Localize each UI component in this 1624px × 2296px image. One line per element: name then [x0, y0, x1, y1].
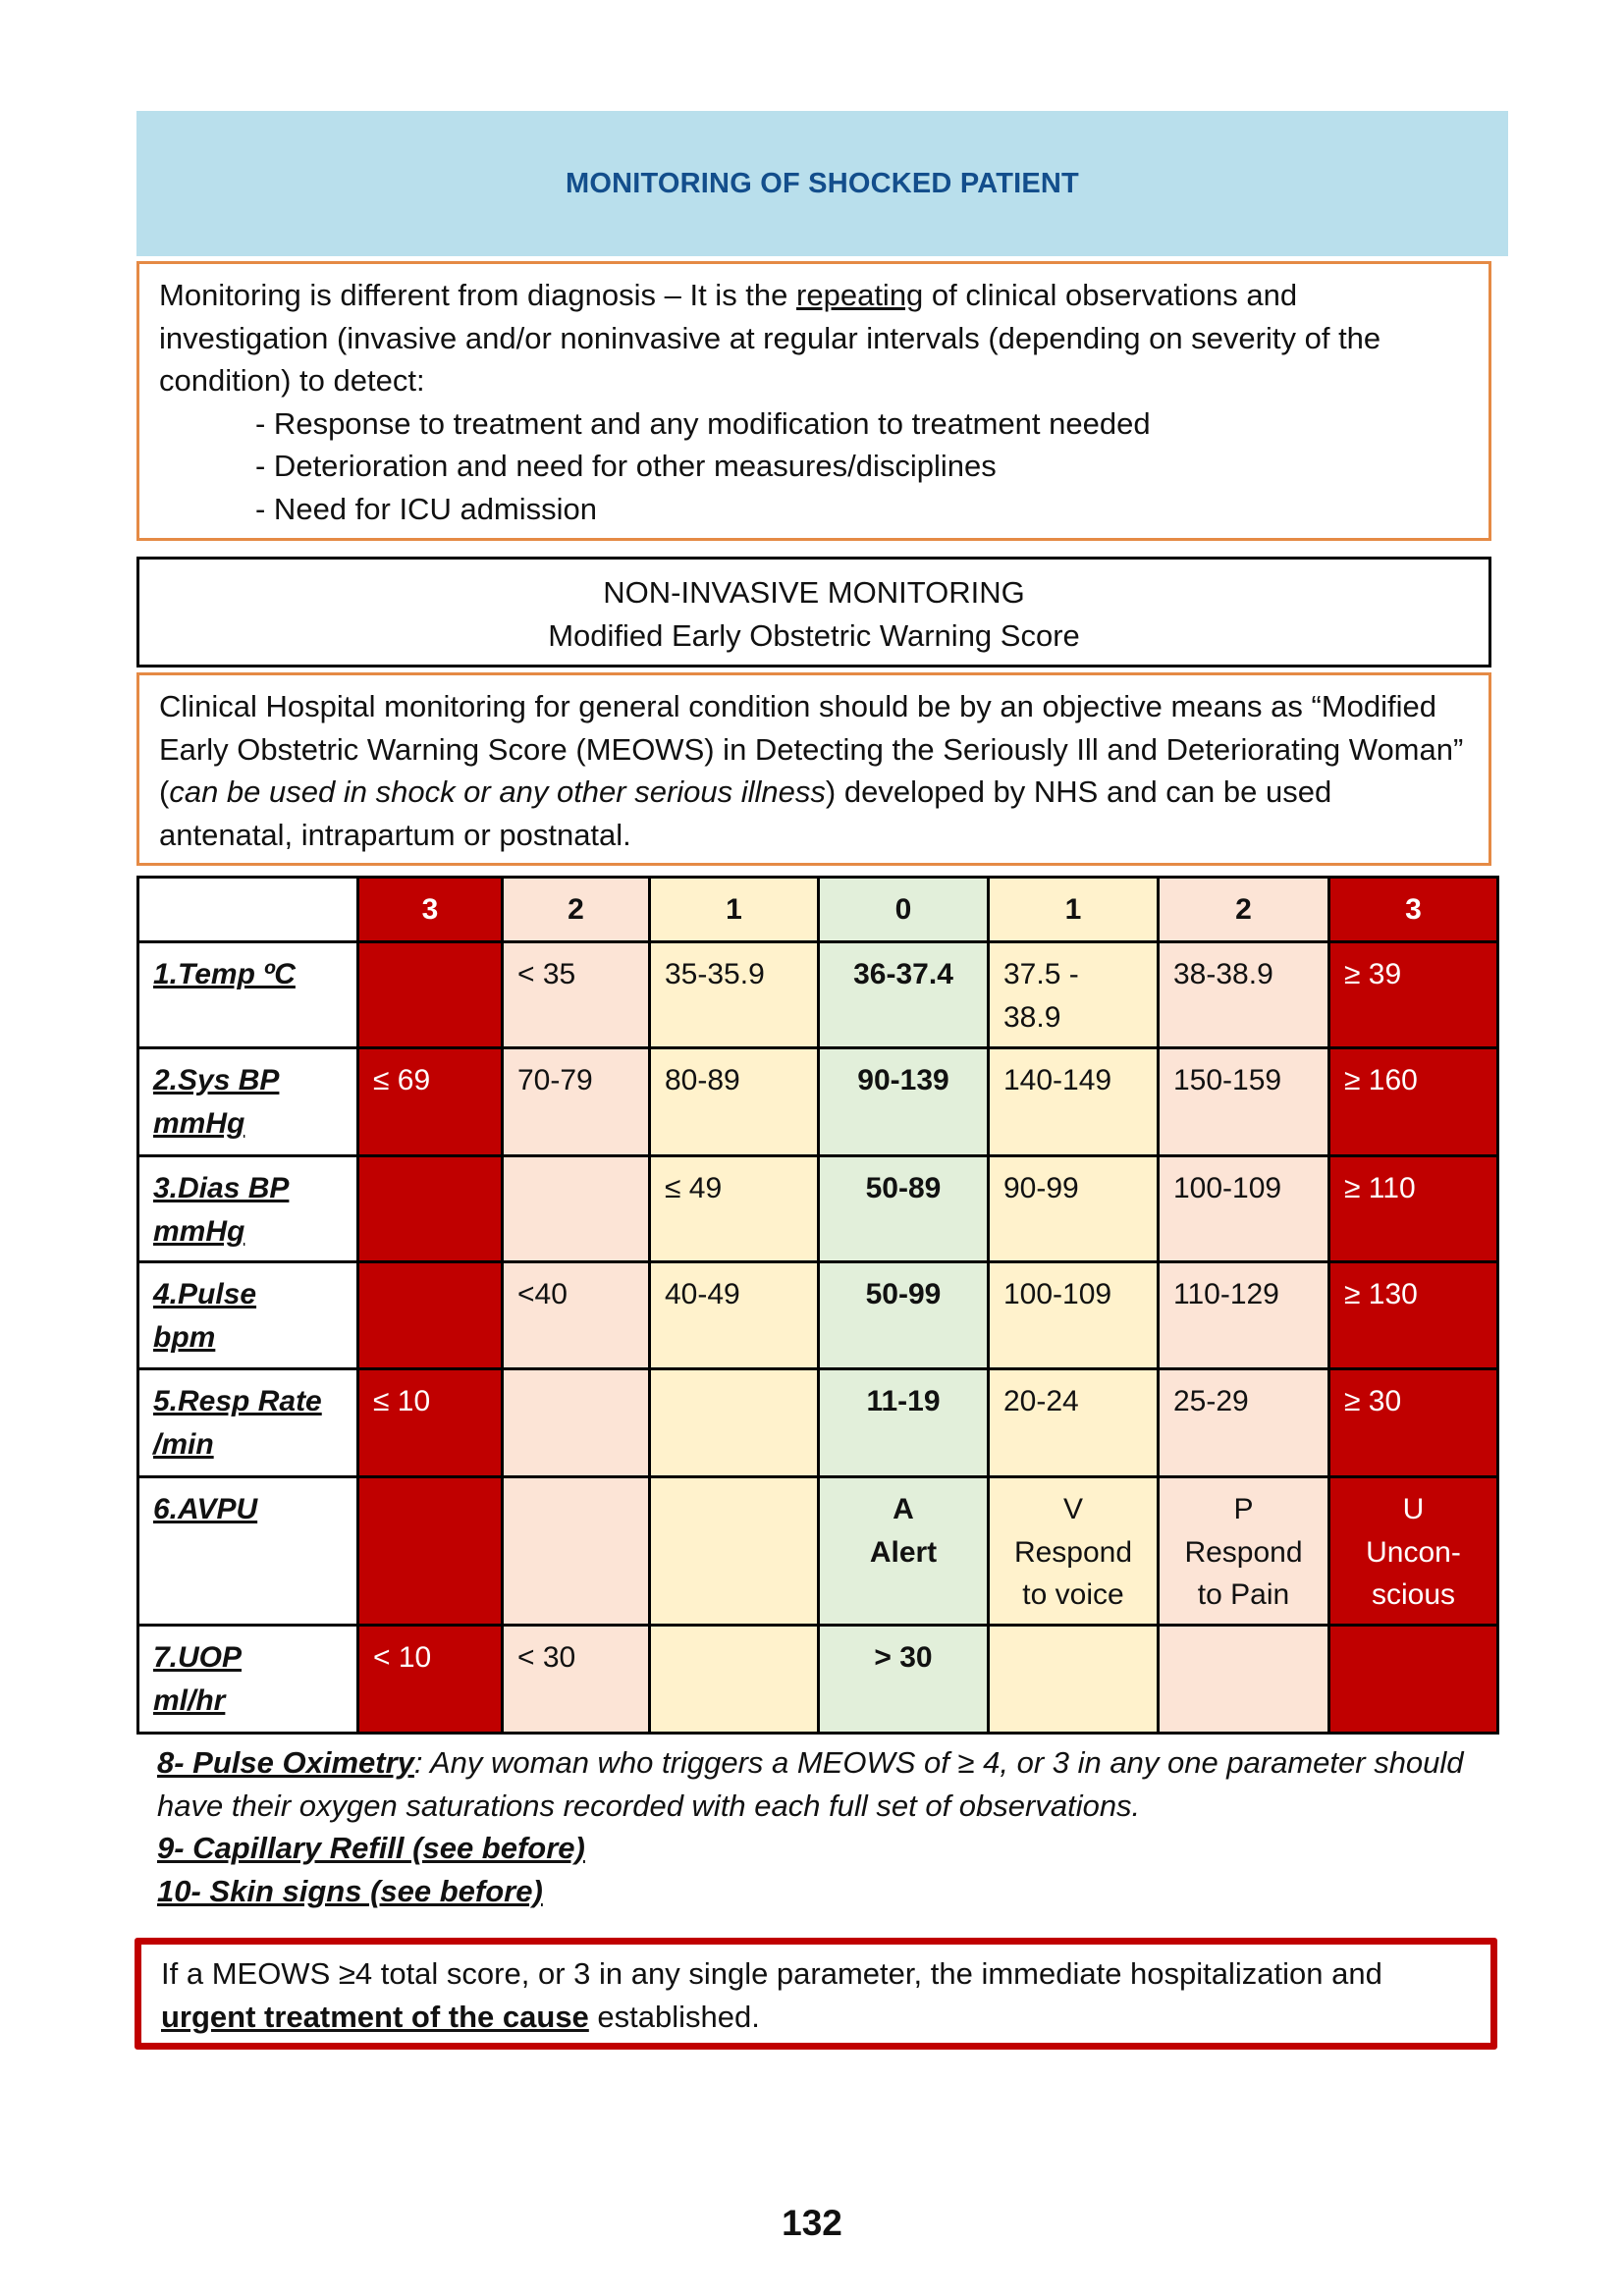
section-heading-line2: Modified Early Obstetric Warning Score	[548, 617, 1080, 653]
table-cell: ≤ 10	[358, 1369, 503, 1477]
table-header-row	[138, 878, 1498, 942]
avpu-text: scious	[1371, 1578, 1456, 1611]
row-label-text: 2.Sys BP	[153, 1064, 280, 1096]
section-heading-line1: NON-INVASIVE MONITORING	[603, 575, 1025, 610]
table-cell: < 30	[503, 1626, 650, 1734]
meows-table	[136, 876, 1499, 1735]
table-row	[138, 1156, 1498, 1262]
avpu-letter: P	[1233, 1493, 1254, 1525]
table-cell: 50-99	[819, 1262, 989, 1369]
table-cell	[989, 1626, 1159, 1734]
table-cell	[503, 1156, 650, 1262]
table-cell: 20-24	[989, 1369, 1159, 1477]
skin-signs-note: 10- Skin signs (see before)	[157, 1873, 543, 1908]
row-label-text: 4.Pulse	[153, 1278, 257, 1310]
table-cell: 35-35.9	[650, 942, 819, 1048]
meows-table-container	[136, 876, 1496, 1735]
table-cell	[650, 1626, 819, 1734]
page-title: MONITORING OF SHOCKED PATIENT	[566, 167, 1079, 199]
header-score: 2	[503, 878, 650, 942]
avpu-text: Uncon-	[1366, 1535, 1461, 1569]
header-score: 0	[819, 878, 989, 942]
table-cell: 11-19	[819, 1369, 989, 1477]
table-cell: <40	[503, 1262, 650, 1369]
table-cell: > 30	[819, 1626, 989, 1734]
meows-intro-text-after: ) developed by NHS and can be used antenatal, intrapartum or postnatal.	[159, 774, 1332, 852]
table-row	[138, 1369, 1498, 1477]
capillary-refill-note: 9- Capillary Refill (see before)	[157, 1831, 585, 1865]
table-cell: 38-38.9	[1159, 942, 1329, 1048]
table-cell: ≥ 160	[1329, 1048, 1498, 1156]
row-label	[138, 1477, 358, 1626]
meows-intro-box	[136, 672, 1491, 866]
alert-box	[135, 1938, 1497, 2050]
header-score: 3	[1329, 878, 1498, 942]
table-cell	[650, 1369, 819, 1477]
table-cell: ≥ 39	[1329, 942, 1498, 1048]
intro-bullet: - Response to treatment and any modification to treatment needed	[255, 405, 1151, 441]
table-row	[138, 1048, 1498, 1156]
title-banner	[136, 111, 1508, 256]
table-cell: 100-109	[1159, 1156, 1329, 1262]
table-cell	[1159, 1626, 1329, 1734]
header-score: 3	[358, 878, 503, 942]
avpu-letter: V	[1062, 1493, 1083, 1525]
notes-section	[157, 1741, 1492, 1912]
avpu-text: Respond	[1013, 1535, 1133, 1569]
table-cell: 90-99	[989, 1156, 1159, 1262]
table-cell: 90-139	[819, 1048, 989, 1156]
table-cell: 37.5 - 38.9	[989, 942, 1159, 1048]
table-row	[138, 1477, 1498, 1626]
avpu-unconscious-cell	[1329, 1477, 1498, 1626]
table-cell: < 10	[358, 1626, 503, 1734]
intro-underlined-word: repeating	[796, 278, 924, 312]
intro-bullet: - Deterioration and need for other measures/disciplines	[255, 449, 997, 483]
row-label-text: 6.AVPU	[153, 1493, 258, 1525]
header-score: 1	[650, 878, 819, 942]
table-cell: 150-159	[1159, 1048, 1329, 1156]
section-heading-box	[136, 557, 1491, 667]
table-row	[138, 1262, 1498, 1369]
table-row	[138, 942, 1498, 1048]
row-label-unit: bpm	[153, 1320, 216, 1354]
table-cell: 100-109	[989, 1262, 1159, 1369]
table-cell	[503, 1369, 650, 1477]
row-label-text: 3.Dias BP	[153, 1172, 290, 1204]
table-cell: 36-37.4	[819, 942, 989, 1048]
table-cell: 40-49	[650, 1262, 819, 1369]
table-cell: 140-149	[989, 1048, 1159, 1156]
avpu-voice-cell	[989, 1477, 1159, 1626]
alert-text-after: established.	[588, 1999, 760, 2034]
table-cell	[358, 1262, 503, 1369]
intro-paragraph	[159, 274, 1469, 402]
table-cell: ≤ 69	[358, 1048, 503, 1156]
meows-intro-text: Clinical Hospital monitoring for general condition should be by an objective means as “Modified Early Obstetric Warning Score (MEOWS) in Detecting the Seriously Ill and Deteriorating Woman” (	[159, 689, 1464, 809]
header-score: 2	[1159, 878, 1329, 942]
intro-bullet: - Need for ICU admission	[255, 491, 598, 526]
table-cell: 110-129	[1159, 1262, 1329, 1369]
table-cell	[503, 1477, 650, 1626]
row-label-unit: mmHg	[153, 1106, 245, 1140]
row-label-unit: mmHg	[153, 1214, 245, 1248]
table-cell: ≥ 30	[1329, 1369, 1498, 1477]
avpu-letter: U	[1402, 1493, 1425, 1525]
table-cell: ≥ 130	[1329, 1262, 1498, 1369]
table-cell: 80-89	[650, 1048, 819, 1156]
alert-emphasis: urgent treatment of the cause	[161, 1999, 589, 2034]
avpu-text: to voice	[1022, 1578, 1124, 1611]
intro-text-after: of clinical observations and investigation (invasive and/or noninvasive at regular intervals (depending on severity of the condition) to detect:	[159, 278, 1381, 398]
row-label	[138, 942, 358, 1048]
table-cell: 25-29	[1159, 1369, 1329, 1477]
row-label	[138, 1262, 358, 1369]
note-heading: 8- Pulse Oximetry	[157, 1745, 414, 1780]
row-label-text: 5.Resp Rate	[153, 1385, 322, 1417]
table-cell	[358, 1156, 503, 1262]
avpu-text: Alert	[869, 1535, 938, 1569]
avpu-text: Respond	[1184, 1535, 1303, 1569]
row-label	[138, 1369, 358, 1477]
intro-box	[136, 261, 1491, 541]
avpu-pain-cell	[1159, 1477, 1329, 1626]
alert-text: If a MEOWS ≥4 total score, or 3 in any single parameter, the immediate hospitalization and	[161, 1956, 1382, 1991]
pulse-oximetry-note	[157, 1741, 1492, 1827]
header-corner	[138, 878, 358, 942]
table-cell	[358, 1477, 503, 1626]
avpu-text: to Pain	[1197, 1578, 1290, 1611]
row-label	[138, 1048, 358, 1156]
table-cell: ≥ 110	[1329, 1156, 1498, 1262]
avpu-letter: A	[893, 1493, 914, 1525]
row-label-text: 7.UOP	[153, 1641, 243, 1674]
page-number: 132	[782, 2203, 842, 2243]
avpu-alert-cell	[819, 1477, 989, 1626]
table-row	[138, 1626, 1498, 1734]
table-cell	[358, 942, 503, 1048]
row-label	[138, 1626, 358, 1734]
row-label-unit: ml/hr	[153, 1683, 226, 1717]
table-cell: ≤ 49	[650, 1156, 819, 1262]
row-label-text: 1.Temp ºC	[153, 958, 296, 990]
row-label	[138, 1156, 358, 1262]
header-score: 1	[989, 878, 1159, 942]
table-cell: < 35	[503, 942, 650, 1048]
table-cell	[650, 1477, 819, 1626]
table-cell	[1329, 1626, 1498, 1734]
table-cell: 70-79	[503, 1048, 650, 1156]
table-cell: 50-89	[819, 1156, 989, 1262]
note-text: : Any woman who triggers a MEOWS of ≥ 4, or 3 in any one parameter should have their oxygen saturations recorded with each full set of observations.	[157, 1745, 1464, 1823]
meows-intro-italic: can be used in shock or any other serious illness	[169, 774, 826, 809]
intro-text-before: Monitoring is different from diagnosis – It is the	[159, 278, 797, 312]
row-label-unit: /min	[153, 1427, 214, 1461]
